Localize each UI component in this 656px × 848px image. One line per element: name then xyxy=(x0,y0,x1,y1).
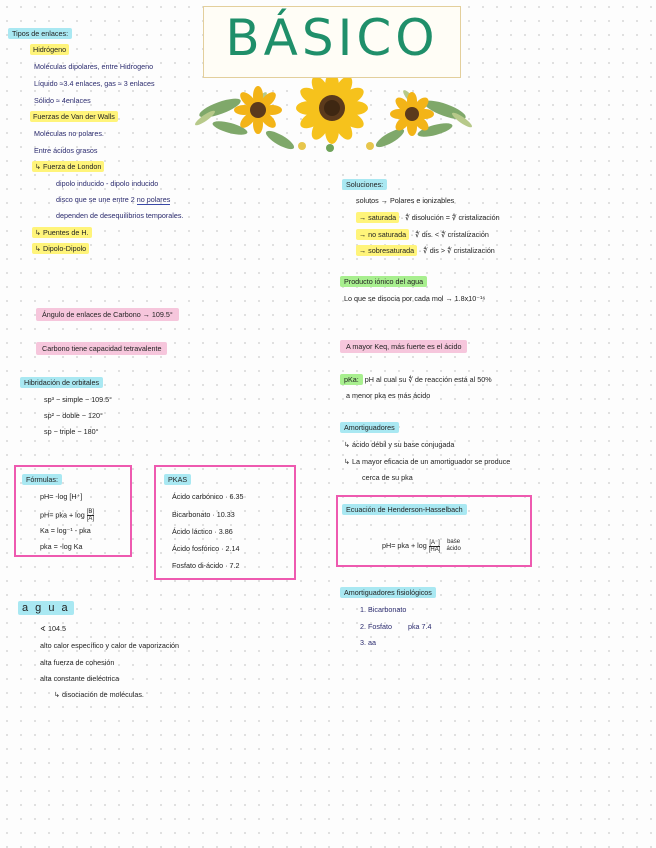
agua-line: alta constante dieléctrica xyxy=(40,674,120,683)
pka-row: Ácido carbónico · 6.35 xyxy=(172,492,244,501)
hibridacion-row: sp² − doble − 120° xyxy=(44,411,103,420)
formulas-heading: Fórmulas: xyxy=(22,475,62,484)
soluciones-row: → saturada ∙ ∜ disolución = ∜ cristalización xyxy=(356,213,500,222)
angulo-banner: Ángulo de enlaces de Carbono → 109.5° xyxy=(36,310,179,319)
soluciones-row: → no saturada ∙ ∜ dis. < ∜ cristalización xyxy=(356,230,489,239)
puentes-heading: ↳ Puentes de H. xyxy=(32,228,92,237)
hibridacion-row: sp³ − simple − 109.5° xyxy=(44,395,113,404)
formula-line: pH= pka + log $\frac{[B]}{[A]}$ xyxy=(40,509,95,522)
sunflower-illustration xyxy=(190,78,480,158)
vdw-heading: Fuerzas de Van der Walls xyxy=(30,112,118,121)
agua-line: alta fuerza de cohesión xyxy=(40,658,115,667)
hidrogeno-heading: Hidrógeno xyxy=(30,45,69,54)
pka-row: Ácido láctico · 3.86 xyxy=(172,527,233,536)
enlaces-line: dependen de desequilibrios temporales. xyxy=(56,211,184,220)
pka-line: a menor pka es más ácido xyxy=(346,391,431,400)
enlaces-line: dipolo inducido - dipolo inducido xyxy=(56,179,159,188)
mayor-keq-banner: A mayor Keq, más fuerte es el ácido xyxy=(340,342,467,351)
fisiologicos-line: 1. Bicarbonato xyxy=(360,605,407,614)
amortiguadores-line: cerca de su pka xyxy=(362,473,413,482)
page-title: BÁSICO xyxy=(225,9,439,67)
fisiologicos-heading: Amortiguadores fisiológicos xyxy=(340,588,436,597)
producto-line: Lo que se disocia por cada mol → 1.8x10⁻¹⁶ xyxy=(344,294,486,303)
hibridacion-heading: Hibridación de orbitales xyxy=(20,378,103,387)
enlaces-line: Moléculas no polares. xyxy=(34,129,104,138)
henderson-equation: pH= pka + log $\frac{[A^-]}{[HA]}$ base ácido xyxy=(382,539,461,553)
amortiguadores-heading: Amortiguadores xyxy=(340,423,399,432)
enlaces-line: Moléculas dipolares, entre Hidrogeno xyxy=(34,62,154,71)
london-heading: ↳ Fuerza de London xyxy=(32,162,104,171)
enlaces-line: Líquido ≈3.4 enlaces, gas ≈ 3 enlaces xyxy=(34,79,155,88)
carbono-banner: Carbono tiene capacidad tetravalente xyxy=(36,344,167,353)
pka-definition: pKa: pH al cual su ∜ de reacción está al 50% xyxy=(340,375,492,384)
pka-row: Fosfato di-ácido · 7.2 xyxy=(172,561,240,570)
title-box xyxy=(203,6,461,78)
soluciones-line: solutos → Polares e ionizables xyxy=(356,196,455,205)
amortiguadores-line: ↳ La mayor eficacia de un amortiguador se produce xyxy=(344,457,511,466)
amortiguadores-line: ↳ ácido débil y su base conjugada xyxy=(344,440,455,449)
formula-line: Ka = log⁻¹ - pka xyxy=(40,526,91,535)
formula-line: pka = -log Ka xyxy=(40,542,83,551)
enlaces-heading: Tipos de enlaces: xyxy=(8,29,72,38)
enlaces-line: disco que se une entre 2 no polares xyxy=(56,195,171,204)
pkas-heading: PKAS xyxy=(164,475,191,484)
hibridacion-row: sp − triple − 180° xyxy=(44,427,99,436)
soluciones-row: → sobresaturada ∙ ∜ dis > ∜ cristalización xyxy=(356,246,495,255)
agua-line: ↳ disociación de moléculas. xyxy=(54,690,144,699)
henderson-heading: Ecuación de Henderson-Hasselbach xyxy=(342,505,467,514)
agua-line: ∢ 104.5 xyxy=(40,624,67,633)
agua-heading: a g u a xyxy=(18,602,74,614)
agua-line: alto calor específico y calor de vaporización xyxy=(40,641,180,650)
enlaces-line: Entre ácidos grasos xyxy=(34,146,98,155)
formula-line: pH= -log [H⁺] xyxy=(40,492,83,501)
pka-row: Bicarbonato · 10.33 xyxy=(172,510,235,519)
fisiologicos-line: 3. aa xyxy=(360,638,376,647)
dipolo-heading: ↳ Dipolo-Dipolo xyxy=(32,244,89,253)
enlaces-line: Sólido ≈ 4enlaces xyxy=(34,96,91,105)
fisiologicos-line: 2. Fosfato pka 7.4 xyxy=(360,622,432,631)
soluciones-heading: Soluciones: xyxy=(342,180,387,189)
pka-row: Ácido fosfórico · 2.14 xyxy=(172,544,240,553)
producto-heading: Producto iónico del agua xyxy=(340,277,427,286)
